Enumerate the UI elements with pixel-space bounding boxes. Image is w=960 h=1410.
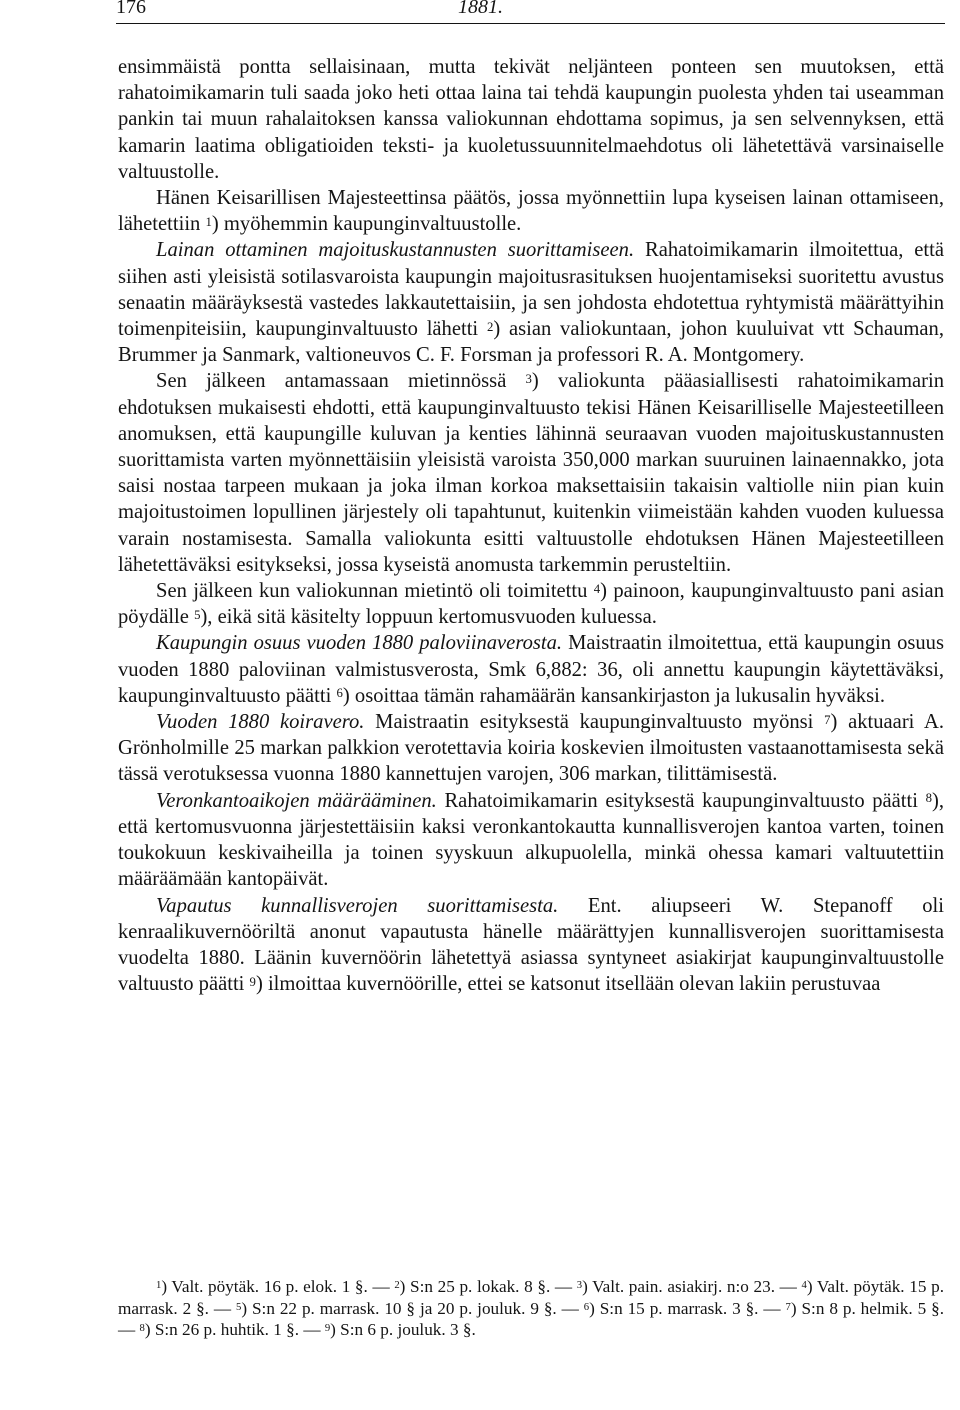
text-run: Ent. aliupseeri W. Stepanoff oli kenraalikuvernööriltä anonut vapautusta hänelle määrättyjen kunnallisverojen suorittamisesta vuodelta 1880. Läänin kuvernöörin lähetettyä asiassa syntyneet asiakirjat kaupunginvaltuustolle valtuusto päätti bbox=[118, 894, 945, 996]
running-header bbox=[0, 0, 960, 22]
footnote-ref: 4 bbox=[593, 581, 601, 596]
section-heading: Kaupungin osuus vuoden 1880 paloviinaverosta. bbox=[156, 632, 563, 655]
running-head-year: 1881. bbox=[458, 0, 503, 18]
section-heading: Lainan ottaminen majoituskustannusten suorittamiseen. bbox=[156, 239, 635, 262]
text-run: ), että kertomusvuonna järjestettäisiin kaksi veronkantokautta kunnallisverojen kantoa varten, toinen toukokuun keskivaiheilla ja toinen syyskuun alkupuolella, minkä ohessa kamari valtuutettiin määräämään kantopäivät. bbox=[118, 789, 944, 891]
text-run: ), eikä sitä käsitelty loppuun kertomusvuoden kuluessa. bbox=[200, 606, 657, 629]
body-text bbox=[118, 54, 944, 997]
footnote-ref: 6 bbox=[336, 686, 343, 701]
text-run: ) aktuaari A. Grönholmille 25 markan palkkion verotettavia koiria koskevien ilmoitusten vastaanottamisesta sekä tässä verotuksessa vuonna 1880 kannettujen varojen, 306 markan, tilittämisestä. bbox=[118, 711, 944, 786]
footnote-ref: 7 bbox=[785, 1301, 791, 1313]
footnote-ref: 5 bbox=[236, 1301, 242, 1313]
footnote-ref: 6 bbox=[583, 1301, 590, 1313]
text-run: ) S:n 26 p. huhtik. 1 §. — bbox=[144, 1320, 325, 1340]
paragraph bbox=[118, 185, 944, 237]
footnote-ref: 5 bbox=[194, 607, 201, 622]
footnote-ref: 8 bbox=[925, 791, 932, 806]
footnote-ref: 3 bbox=[525, 371, 532, 386]
footnote-ref: 9 bbox=[324, 1323, 331, 1335]
paragraph bbox=[118, 54, 944, 185]
footnote-ref: 9 bbox=[249, 974, 256, 989]
text-run: ) S:n 15 p. marrask. 3 §. — bbox=[589, 1298, 786, 1318]
text-run: Maistraatin esityksestä kaupunginvaltuusto myönsi bbox=[364, 711, 825, 734]
section-heading: Vuoden 1880 koiravero. bbox=[156, 711, 365, 734]
section-heading: Vapautus kunnallisverojen suorittamisesta. bbox=[156, 894, 559, 917]
text-run: ) valiokunta pääasiallisesti rahatoimikamarin ehdotuksen mukaisesti ehdotti, että kaupunginvaltuusto tekisi Hänen Keisarilliselle Majesteetilleen anomuksen, että kaupungille kuluvan ja kenties lähinnä seuraavan vuoden majoituskustannusten suorittamista varten myönnettäisiin yleisistä varoista 350,000 markan suuruinen lainaennakko, jota saisi nostaa tarpeen mukaan ja joka ilman korkoa maksettaisiin takaisin valtiolle niin pian kuin majoitustoimen lopullinen järjestely oli tapahtunut, kuitenkin viimeistään kahden vuoden kuluessa varain nostamisesta. Samalla valiokunta esitti valtuustolle ehdotuksen Hänen Majesteetilleen lähetettäväksi esitykseksi, jossa kyseistä anomusta tarkemmin perusteltiin. bbox=[118, 370, 944, 576]
text-run: ) Valt. pöytäk. 15 p. marrask. 2 §. — bbox=[118, 1277, 944, 1318]
text-run: ) S:n 22 p. marrask. 10 § ja 20 p. jouluk. 9 §. — bbox=[241, 1298, 584, 1318]
paragraph bbox=[118, 578, 944, 630]
header-rule bbox=[116, 23, 945, 24]
paragraph bbox=[118, 709, 944, 788]
text-run: Sen jälkeen kun valiokunnan mietintö oli toimitettu bbox=[156, 580, 594, 603]
text-run: ) Valt. pain. asiakirj. n:o 23. — bbox=[582, 1277, 802, 1296]
footnote-paragraph bbox=[118, 1276, 944, 1341]
footnote-ref: 2 bbox=[394, 1280, 400, 1292]
text-run: ) Valt. pöytäk. 16 p. elok. 1 §. — bbox=[161, 1277, 395, 1296]
footnote-ref: 1 bbox=[156, 1280, 162, 1292]
paragraph bbox=[118, 368, 944, 578]
paragraph bbox=[118, 893, 944, 998]
paragraph bbox=[118, 630, 944, 709]
text-run: ) painoon, kaupunginvaltuusto pani asian pöydälle bbox=[118, 580, 944, 629]
footnote-ref: 3 bbox=[576, 1280, 583, 1292]
text-run: Rahatoimikamarin ilmoitettua, että siihen asti yleisistä sotilasvaroista kaupungin majoitusrasituksen huojentamiseksi suoritettu avustus senaatin määräyksestä vastedes lakkautettaisiin, ja sen johdosta ehdotettua ryhtymistä määrättyihin toimenpiteisiin, kaupunginvaltuusto lähetti bbox=[118, 239, 944, 341]
text-run: ) osoittaa tämän rahamäärän kansankirjaston ja lukusalin hyväksi. bbox=[342, 684, 886, 707]
text-run: Sen jälkeen antamassaan mietinnössä bbox=[156, 370, 526, 393]
text-run: ensimmäistä pontta sellaisinaan, mutta tekivät neljänteen ponteen sen muutoksen, että rahatoimikamarin tuli saada joko heti ottaa laina tai tehdä kaupungin puolesta yhden tai useamman pankin tai muun rahalaitoksen kanssa valiokunnan ehdottama sopimus, ja sen selvennyksen, että kamarin laatima obligatioiden teksti- ja kuoletussuunnitelmaehdotus oli lähetettävä varsinaiselle valtuustolle. bbox=[118, 56, 944, 183]
text-run: ) S:n 25 p. lokak. 8 §. — bbox=[399, 1277, 577, 1296]
text-run: ) asian valiokuntaan, johon kuuluivat vtt Schauman, Brummer ja Sanmark, valtioneuvos C. F. Forsman ja professori R. A. Montgomery. bbox=[118, 318, 945, 367]
text-run: Hänen Keisarillisen Majesteettinsa päätös, jossa myönnettiin lupa kyseisen lainan ottamiseen, lähetettiin bbox=[118, 187, 944, 236]
text-run: Rahatoimikamarin esityksestä kaupunginvaltuusto päätti bbox=[436, 789, 926, 812]
footnote-ref: 8 bbox=[139, 1323, 145, 1335]
text-run: ) S:n 6 p. jouluk. 3 §. bbox=[330, 1320, 476, 1340]
footnotes bbox=[118, 1276, 944, 1341]
text-run: ) myöhemmin kaupunginvaltuustolle. bbox=[211, 213, 522, 236]
footnote-ref: 7 bbox=[824, 712, 831, 727]
footnote-ref: 1 bbox=[205, 214, 212, 229]
footnote-ref: 2 bbox=[486, 319, 494, 334]
section-heading: Veronkantoaikojen määrääminen. bbox=[156, 789, 437, 812]
text-run: Maistraatin ilmoitettua, että kaupungin osuus vuoden 1880 paloviinan valmistusverosta, Smk 6,882: 36, oli annettu kaupungin käytettäväksi, kaupunginvaltuusto päätti bbox=[118, 632, 944, 707]
text-run: ) ilmoittaa kuvernöörille, ettei se katsonut itsellään olevan lakiin perustuvaa bbox=[255, 973, 881, 996]
page-number: 176 bbox=[116, 0, 146, 18]
footnote-ref: 4 bbox=[801, 1280, 807, 1292]
paragraph bbox=[118, 788, 944, 893]
paragraph bbox=[118, 237, 944, 368]
text-run: ) S:n 8 p. helmik. 5 §. — bbox=[118, 1298, 945, 1340]
